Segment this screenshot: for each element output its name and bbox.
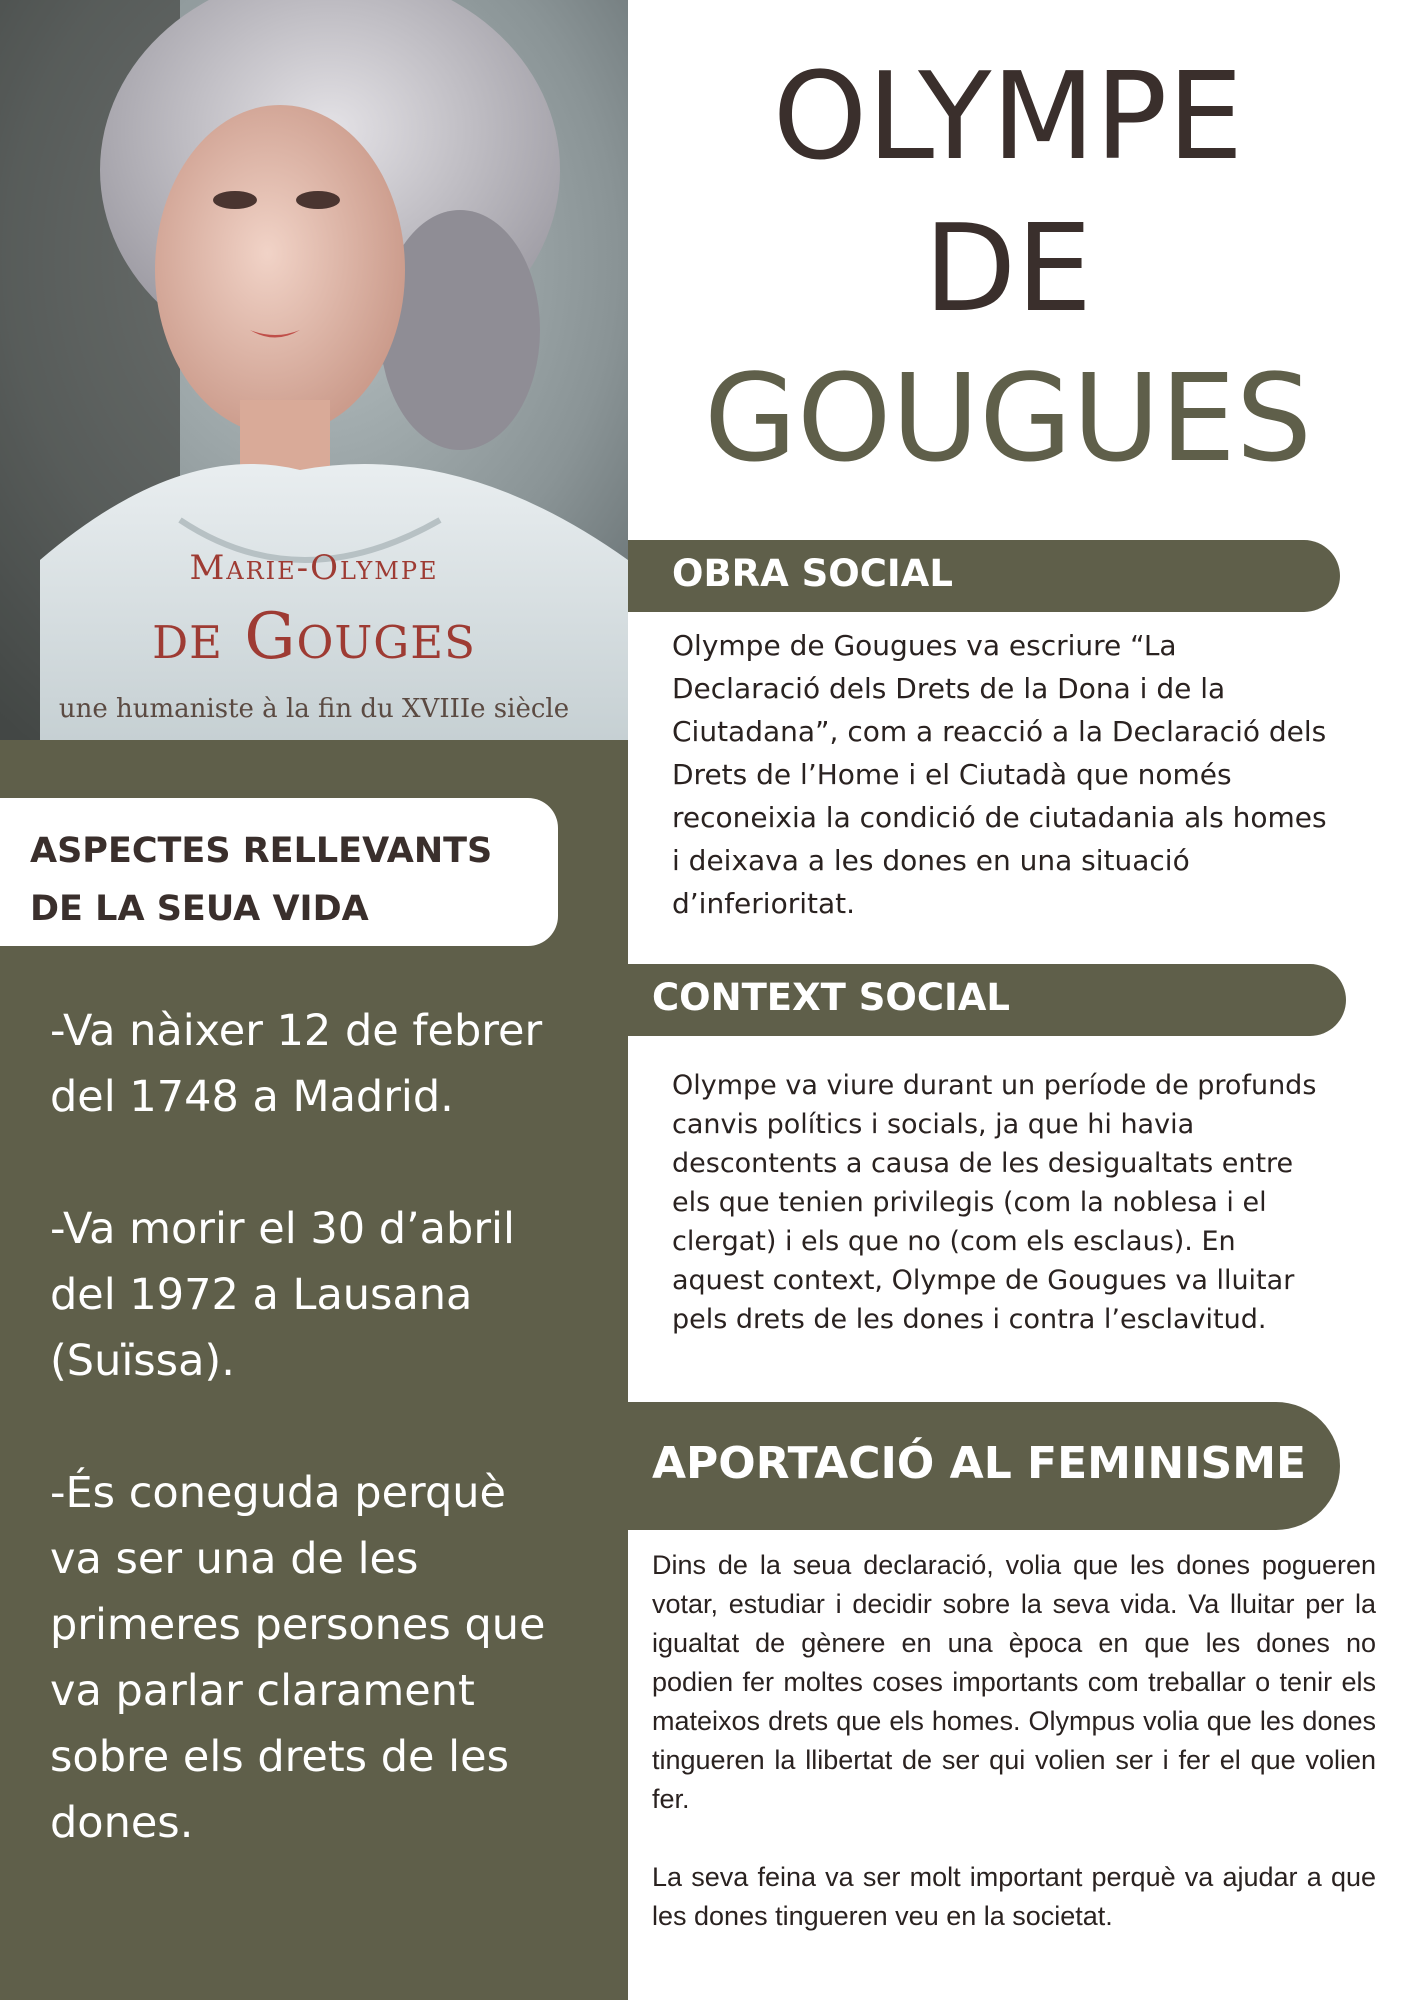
feminisme-paragraph-1: Dins de la seua declaració, volia que les dones pogueren votar, estudiar i decidir sobre la seva vida. Va lluitar per la igualtat de gènere en una època en que les dones no podien fer moltes coses importants com treballar o tenir els mateixos drets que els homes. Olympus volia que les dones tingueren la llibertat de ser qui volien ser i fer el que volien fer. bbox=[652, 1550, 1376, 1814]
title-line-1: OLYMPE bbox=[772, 48, 1244, 187]
obra-social-heading: OBRA SOCIAL bbox=[672, 552, 953, 595]
fact-known-for: -És coneguda perquè va ser una de les primeres persones que va parlar clarament sobre els drets de les dones. bbox=[50, 1468, 546, 1848]
portrait-image bbox=[0, 0, 628, 740]
fact-death: -Va morir el 30 d’abril del 1972 a Lausana (Suïssa). bbox=[50, 1204, 515, 1386]
feminisme-text bbox=[652, 1546, 1376, 1975]
title-line-3: GOUGUES bbox=[703, 350, 1313, 489]
portrait-caption-surname: de Gouges bbox=[152, 600, 476, 674]
context-social-band bbox=[628, 964, 1346, 1036]
feminisme-heading: APORTACIÓ AL FEMINISME bbox=[652, 1438, 1307, 1489]
context-social-heading: CONTEXT SOCIAL bbox=[652, 976, 1010, 1019]
obra-social-text: Olympe de Gougues va escriure “La Declaració dels Drets de la Dona i de la Ciutadana”, com a reacció a la Declaració dels Drets de l’Home i el Ciutadà que només reconeixia la condició de ciutadania als homes i deixava a les dones en una situació d’inferioritat. bbox=[672, 629, 1327, 920]
fact-birth: -Va nàixer 12 de febrer del 1748 a Madrid. bbox=[50, 1006, 543, 1122]
aspects-heading-box bbox=[0, 798, 558, 946]
feminisme-band bbox=[628, 1402, 1340, 1530]
life-facts-list bbox=[50, 998, 570, 1922]
aspects-heading: ASPECTES RELLEVANTS DE LA SEUA VIDA bbox=[30, 831, 493, 929]
context-social-text: Olympe va viure durant un període de profunds canvis polítics i socials, ja que hi havia descontents a causa de les desigualtats entre els que tenien privilegis (com la noblesa i el clergat) i els que no (com els esclaus). En aquest context, Olympe de Gougues va lluitar pels drets de les dones i contra l’esclavitud. bbox=[672, 1070, 1317, 1335]
portrait-caption-name: Marie-Olympe bbox=[189, 548, 439, 588]
obra-social-band bbox=[628, 540, 1340, 612]
title-line-2: DE bbox=[923, 200, 1093, 339]
feminisme-paragraph-2: La seva feina va ser molt important perquè va ajudar a que les dones tingueren veu en la societat. bbox=[652, 1862, 1376, 1931]
portrait-caption-subtitle: une humaniste à la fin du XVIIIe siècle bbox=[58, 694, 570, 724]
